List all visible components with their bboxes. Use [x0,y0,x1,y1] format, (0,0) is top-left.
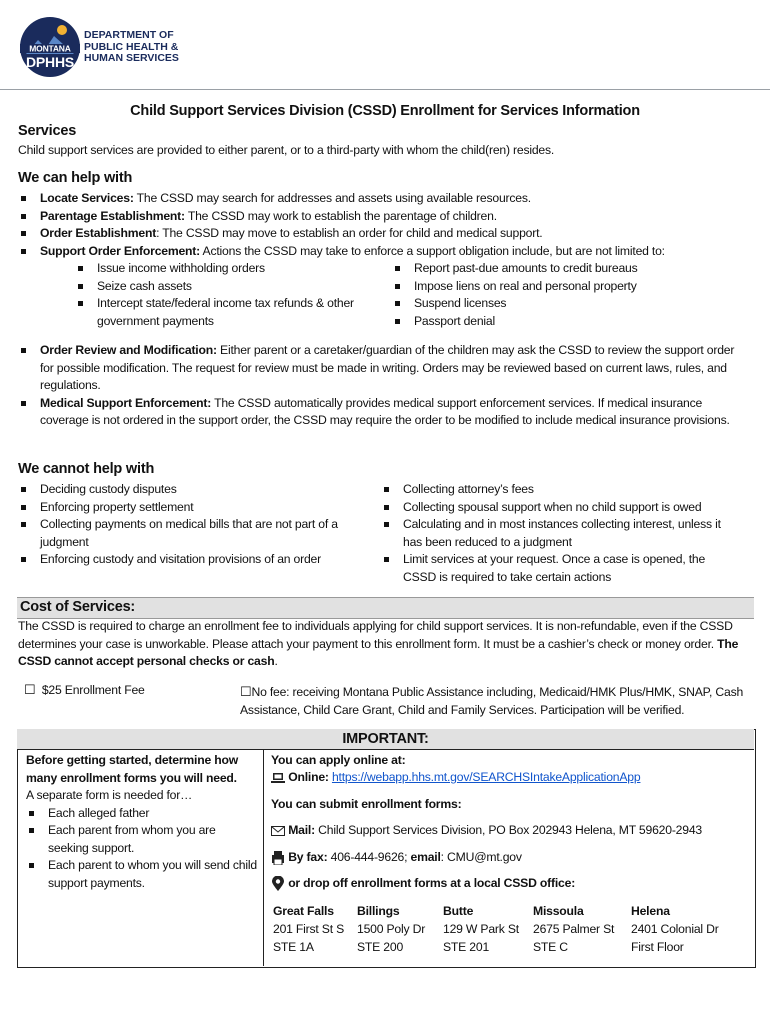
list-item: Suspend licenses [392,295,692,313]
cannot-help-left-list [18,481,358,569]
list-item: Seize cash assets [75,278,375,296]
list-item: Report past-due amounts to credit bureaus [392,260,692,278]
list-item: Intercept state/federal income tax refunds & other government payments [75,295,375,330]
list-item: Locate Services: The CSSD may search for addresses and assets using available resources. [18,190,753,208]
page-title: Child Support Services Division (CSSD) Enrollment for Services Information [130,103,640,119]
enforcement-right-list [392,260,692,330]
list-item: Collecting spousal support when no child support is owed [381,499,741,517]
logo-montana: MONTANA [29,43,71,54]
fee-checkbox-icon[interactable]: ☐ [24,682,36,697]
list-item: Limit services at your request. Once a case is opened, the CSSD is required to take certain actions [381,551,741,586]
list-item: Order Establishment: The CSSD may move to establish an order for child and medical support. [18,225,753,243]
location-pin-icon [271,876,285,891]
services-text: Child support services are provided to either parent, or to a third-party with whom the child(ren) resides. [18,143,555,157]
list-item: Each parent to whom you will send child support payments. [26,857,258,892]
cannot-help-heading: We cannot help with [18,461,155,477]
logo-dphhs: DPHHS [25,54,75,70]
important-heading: IMPORTANT: [17,729,754,750]
list-item: Calculating and in most instances collecting interest, unless it has been reduced to a judgment [381,516,741,551]
important-divider [263,750,264,966]
fax-icon [271,851,285,865]
submit-forms-heading: You can submit enrollment forms: [271,797,462,811]
list-item: Enforcing property settlement [18,499,358,517]
list-item: Each parent from whom you are seeking support. [26,822,258,857]
list-item: Deciding custody disputes [18,481,358,499]
fax-row: By fax: 406-444-9626; email: CMU@mt.gov [271,849,751,867]
list-item: Impose liens on real and personal property [392,278,692,296]
list-item: Collecting payments on medical bills that are not part of a judgment [18,516,358,551]
header-divider [0,89,770,90]
dropoff-row: or drop off enrollment forms at a local CSSD office: [271,875,751,893]
office-missoula: Missoula 2675 Palmer St STE C [533,904,615,954]
fee-option[interactable]: ☐ $25 Enrollment Fee [24,682,145,697]
apply-online-heading: You can apply online at: [271,753,406,767]
office-helena: Helena 2401 Colonial Dr First Floor [631,904,719,954]
enforcement-left-list [75,260,375,330]
cost-heading: Cost of Services: [20,599,136,615]
laptop-icon [271,772,285,784]
list-item: Passport denial [392,313,692,331]
office-billings: Billings 1500 Poly Dr STE 200 [357,904,426,954]
list-item: Each alleged father [26,805,258,823]
mail-row: Mail: Child Support Services Division, PO Box 202943 Helena, MT 59620-2943 [271,822,751,840]
online-row: Online: https://webapp.hhs.mt.gov/SEARCHSIntakeApplicationApp [271,769,751,787]
list-item: Issue income withholding orders [75,260,375,278]
cannot-help-right-list [381,481,741,586]
can-help-heading: We can help with [18,170,133,186]
separate-form-note: A separate form is needed for… [26,788,193,802]
list-item: Support Order Enforcement: Actions the CSSD may take to enforce a support obligation include, but are not limited to: [18,243,753,261]
important-left-column [26,752,258,892]
can-help-list [18,190,753,260]
list-item: Collecting attorney’s fees [381,481,741,499]
no-fee-checkbox-icon[interactable]: ☐ [240,684,252,699]
mail-icon [271,825,285,837]
list-item: Enforcing custody and visitation provisions of an order [18,551,358,569]
can-help-list-2 [18,342,746,430]
department-name: DEPARTMENT OF PUBLIC HEALTH & HUMAN SERVICES [84,29,179,64]
online-application-link[interactable]: https://webapp.hhs.mt.gov/SEARCHSIntakeApplicationApp [331,770,641,784]
cost-text: The CSSD is required to charge an enrollment fee to individuals applying for child support services. It is non-refundable, even if the CSSD determines your case is unworkable. Please attach your payment to this enrollment form. It must be a cashier’s check or money order. The CSSD cannot accept personal checks or cash. [18,619,739,668]
list-item: Medical Support Enforcement: The CSSD automatically provides medical support enforcement services. If medical insurance coverage is not ordered in the support order, the CSSD may require the order to be modified to include medical insurance provisions. [18,395,746,430]
services-heading: Services [18,123,77,139]
forms-needed-note: Before getting started, determine how many enrollment forms you will need. [26,753,239,785]
separate-form-list [26,805,258,893]
no-fee-option[interactable]: ☐No fee: receiving Montana Public Assistance including, Medicaid/HMK Plus/HMK, SNAP, Cash Assistance, Child Care Grant, Child and Family Services. Participation will be verified. [240,684,744,717]
list-item: Parentage Establishment: The CSSD may work to establish the parentage of children. [18,208,753,226]
office-great-falls: Great Falls 201 First St S STE 1A [273,904,345,954]
list-item: Order Review and Modification: Either parent or a caretaker/guardian of the children may ask the CSSD to review the support order for possible modification. The request for review must be made in writing. Orders may be reviewed based on current laws, rules, and regulations. [18,342,746,395]
office-butte: Butte 129 W Park St STE 201 [443,904,519,954]
